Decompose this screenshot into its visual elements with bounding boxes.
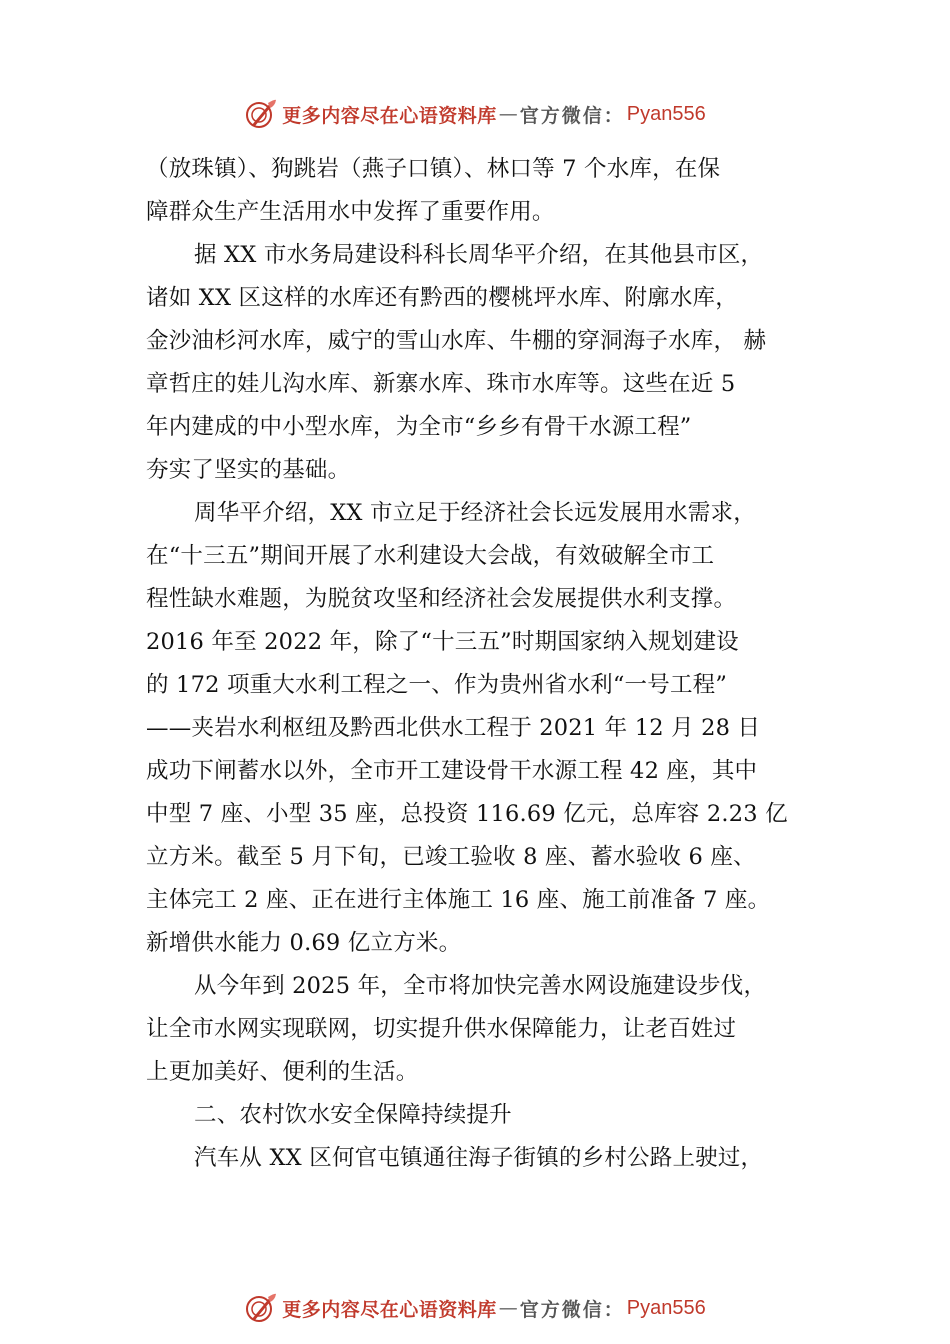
text-line: 诸如 XX 区这样的水库还有黔西的樱桃坪水库、附廓水库， [146,285,738,311]
text-line: 中型 7 座、小型 35 座，总投资 116.69 亿元，总库容 2.23 亿 [146,801,788,827]
text-line: 程性缺水难题，为脱贫攻坚和经济社会发展提供水利支撑。 [146,586,737,612]
text-line: 主体完工 2 座、正在进行主体施工 16 座、施工前准备 7 座。 [146,887,771,913]
quill-logo-icon [244,1291,278,1325]
text-line: 障群众生产生活用水中发挥了重要作用。 [146,199,555,225]
wechat-id: Pyan556 [626,1296,706,1319]
text-line: （放珠镇）、狗跳岩（燕子口镇）、林口等 7 个水库，在保 [146,156,721,182]
text-line: 夯实了坚实的基础。 [146,457,351,483]
header-banner [0,94,950,134]
separator-dash: — [498,103,518,125]
text-line: 立方米。截至 5 月下旬，已竣工验收 8 座、蓄水验收 6 座、 [146,844,756,870]
text-line: 上更加美好、便利的生活。 [146,1059,419,1085]
separator-dash: — [498,1297,518,1319]
text-line: 在“十三五”期间开展了水利建设大会战，有效破解全市工 [146,543,715,569]
text-line: 汽车从 XX 区何官屯镇通往海子街镇的乡村公路上驶过， [194,1145,764,1171]
text-line: ——夹岩水利枢纽及黔西北供水工程于 2021 年 12 月 28 日 [146,715,761,741]
text-line: 的 172 项重大水利工程之一、作为贵州省水利“一号工程” [146,672,728,698]
text-line: 成功下闸蓄水以外，全市开工建设骨干水源工程 42 座，其中 [146,758,758,784]
text-line: 章哲庄的娃儿沟水库、新寨水库、珠市水库等。这些在近 5 [146,371,736,397]
text-line: 新增供水能力 0.69 亿立方米。 [146,930,462,956]
text-line: 从今年到 2025 年，全市将加快完善水网设施建设步伐， [194,973,767,999]
text-line: 2016 年至 2022 年，除了“十三五”时期国家纳入规划建设 [146,629,739,655]
text-line: 周华平介绍，XX 市立足于经济社会长远发展用水需求， [194,500,756,526]
quill-logo-icon [244,97,278,131]
promo-text: 更多内容尽在心语资料库 [282,1298,497,1321]
official-wechat-label: 官方微信： [519,104,625,127]
wechat-id: Pyan556 [626,102,706,125]
document-body [146,148,836,1180]
promo-text: 更多内容尽在心语资料库 [282,104,497,127]
footer-banner [0,1288,950,1328]
text-line: 让全市水网实现联网，切实提升供水保障能力，让老百姓过 [146,1016,737,1042]
text-line: 年内建成的中小型水库，为全市“乡乡有骨干水源工程” [146,414,692,440]
section-heading: 二、农村饮水安全保障持续提升 [194,1102,512,1128]
official-wechat-label: 官方微信： [519,1298,625,1321]
text-line: 据 XX 市水务局建设科科长周华平介绍，在其他县市区， [194,242,764,268]
text-line: 金沙油杉河水库，威宁的雪山水库、牛棚的穿洞海子水库， 赫 [146,328,767,354]
